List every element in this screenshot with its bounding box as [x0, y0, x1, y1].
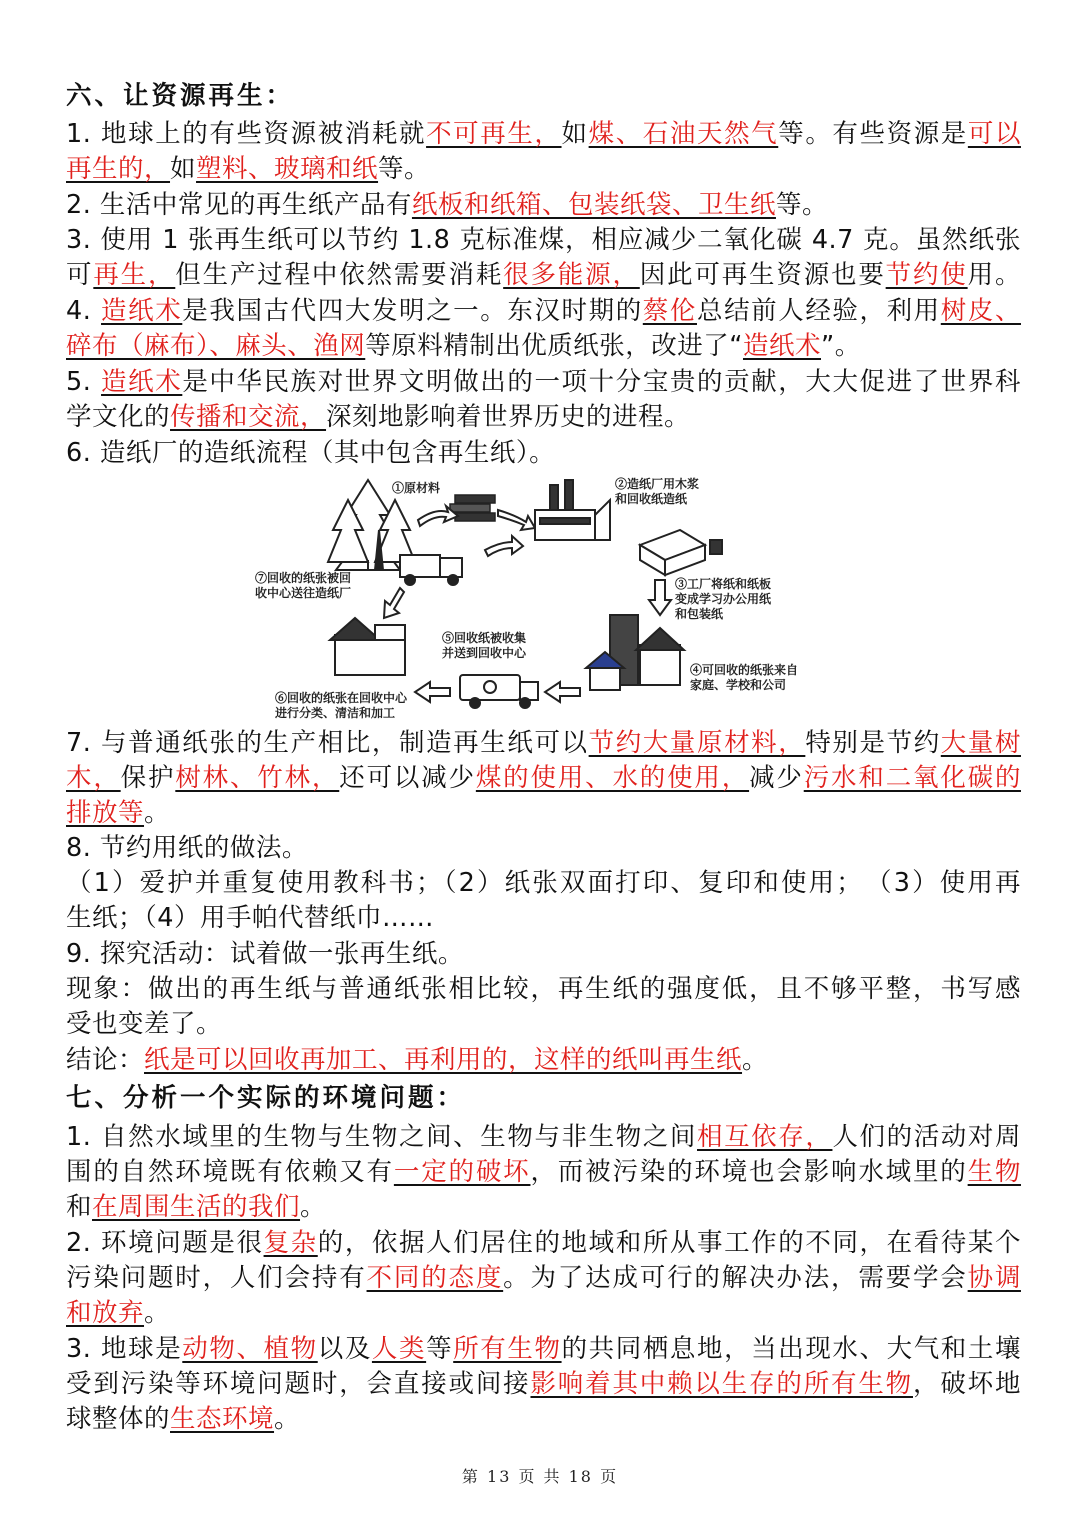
text: 围的自然环境既有依赖又有	[66, 1157, 394, 1187]
text: 。	[274, 1404, 301, 1434]
text: 受到污染等环境问题时，会直接或间接	[66, 1369, 531, 1399]
s6-p8-line3: 生纸；（4）用手帕代替纸巾……	[66, 903, 434, 933]
answer: 生物	[967, 1157, 1021, 1187]
text: 可	[66, 260, 94, 290]
text: 4.	[66, 296, 102, 326]
s6-p9-line2: 现象：做出的再生纸与普通纸张相比较，再生纸的强度低，且不够平整，书写感	[66, 974, 1021, 1004]
houses-icon	[586, 615, 684, 690]
truck-icon	[400, 555, 462, 585]
text: 是中华民族对世界文明做出的一项十分宝贵的贡献，大大促进了世界科	[182, 367, 1021, 397]
step3-label-a: ③工厂将纸和纸板	[675, 577, 772, 591]
answer: 一定的破坏	[393, 1157, 531, 1187]
text: 。	[144, 1298, 171, 1328]
text: 总结前人经验，利用	[696, 296, 941, 326]
text: 以及	[317, 1334, 372, 1364]
s6-p2	[66, 188, 1021, 223]
answer: 不可再生，	[426, 119, 562, 149]
text: 。	[144, 798, 171, 828]
text: ，而被污染的环境也会影响水域里的	[530, 1157, 968, 1187]
answer: 污水和二氧化碳的	[803, 763, 1021, 793]
recycling-center-icon	[330, 618, 405, 675]
text: 还可以减少	[339, 763, 476, 793]
section-7-heading: 七、分析一个实际的环境问题：	[66, 1083, 466, 1113]
step2-label-a: ②造纸厂用木浆	[615, 477, 700, 491]
answer: 可以	[967, 119, 1021, 149]
s7-p2-line3	[66, 1296, 1021, 1331]
s7-p1-line1	[66, 1120, 1021, 1155]
text: ，破坏地	[913, 1369, 1021, 1399]
answer: 碎布（麻布）、麻头、渔网	[66, 331, 366, 361]
text: 的，依据人们居住的地域和所从事工作的不同，在看待某个	[317, 1228, 1021, 1258]
s6-p6: 6. 造纸厂的造纸流程（其中包含再生纸）。	[66, 438, 556, 468]
text: 保护	[120, 763, 176, 793]
answer: 煤的使用、水的使用，	[475, 763, 750, 793]
text: 用。	[967, 260, 1021, 290]
step5-label-a: ⑤回收纸被收集	[442, 631, 527, 645]
text: 是我国古代四大发明之一。东汉时期的	[182, 296, 643, 326]
step7-label-b: 收中心送往造纸厂	[255, 586, 352, 600]
s6-p1-line2	[66, 152, 1021, 187]
s6-p4-line1	[66, 294, 1021, 329]
text: 2. 生活中常见的再生纸产品有	[66, 190, 412, 220]
s6-p9-line1: 9. 探究活动：试着做一张再生纸。	[66, 939, 464, 969]
s7-p3-line1	[66, 1332, 1021, 1367]
text: 。	[300, 1192, 327, 1222]
text: 如	[170, 154, 197, 184]
text: 球整体的	[66, 1404, 171, 1434]
answer: 蔡伦	[642, 296, 697, 326]
section-6-heading: 六、让资源再生：	[66, 81, 295, 111]
step5-label-b: 并送到回收中心	[442, 646, 527, 660]
s6-p5-line1	[66, 365, 1021, 400]
step3-label-b: 变成学习办公用纸	[675, 592, 772, 606]
s6-p5-line2	[66, 400, 1021, 435]
s6-p7-line3	[66, 796, 1021, 831]
answer: 相互依存，	[697, 1122, 833, 1152]
answer: 树林、竹林，	[175, 763, 340, 793]
answer: 节约使	[885, 260, 968, 290]
text: 等。	[378, 154, 431, 184]
answer: 再生，	[93, 260, 176, 290]
text: 1. 地球上的有些资源被消耗就	[66, 119, 427, 149]
s6-p7-line1	[66, 726, 1021, 761]
text: 如	[561, 119, 589, 149]
answer: 大量树	[940, 728, 1021, 758]
s6-p8-line1: 8. 节约用纸的做法。	[66, 833, 308, 863]
answer: 在周围生活的我们	[92, 1192, 301, 1222]
answer: 造纸术	[742, 331, 821, 361]
s6-p3-line1: 3. 使用 1 张再生纸可以节约 1.8 克标准煤，相应减少二氧化碳 4.7 克。虽然纸张	[66, 225, 1021, 255]
step3-label-c: 和包装纸	[675, 607, 724, 621]
answer: 不同的态度	[366, 1263, 504, 1293]
step2-label-b: 和回收纸造纸	[615, 492, 688, 506]
answer: 排放等	[66, 798, 145, 828]
answer: 和放弃	[66, 1298, 145, 1328]
recycle-truck-icon	[460, 675, 538, 708]
s7-p1-line2	[66, 1155, 1021, 1190]
answer: 节约大量原材料，	[588, 728, 806, 758]
step4-label-a: ④可回收的纸张来自	[690, 663, 799, 677]
text: 5.	[66, 367, 102, 397]
text: 7. 与普通纸张的生产相比，制造再生纸可以	[66, 728, 589, 758]
answer: 塑料、玻璃和纸	[196, 154, 379, 184]
s7-p3-line3	[66, 1402, 1021, 1437]
text: 3. 地球是	[66, 1334, 183, 1364]
text: 1. 自然水域里的生物与生物之间、生物与非生物之间	[66, 1122, 697, 1152]
text: 因此可再生资源也要	[639, 260, 886, 290]
answer: 木，	[66, 763, 121, 793]
text: 等。	[775, 190, 828, 220]
s7-p2-line1	[66, 1226, 1021, 1261]
step4-label-b: 家庭、学校和公司	[690, 678, 787, 692]
answer: 动物、植物	[182, 1334, 318, 1364]
answer: 复杂	[263, 1228, 318, 1258]
text: 等	[426, 1334, 454, 1364]
step6-label-a: ⑥回收的纸张在回收中心	[275, 691, 408, 705]
text: 的共同栖息地，当出现水、大气和土壤	[561, 1334, 1021, 1364]
answer: 纸是可以回收再加工、再利用的，这样的纸叫再生纸	[144, 1045, 743, 1075]
step7-label-a: ⑦回收的纸张被回	[255, 571, 352, 585]
s7-p2-line2	[66, 1261, 1021, 1296]
text: 等原料精制出优质纸张，改进了“	[365, 331, 743, 361]
s6-p1-line1	[66, 117, 1021, 152]
text: 减少	[749, 763, 804, 793]
answer: 传播和交流，	[170, 402, 327, 432]
text: 特别是节约	[805, 728, 941, 758]
s7-p3-line2	[66, 1367, 1021, 1402]
answer: 很多能源，	[503, 260, 640, 290]
text: 和	[66, 1192, 93, 1222]
s6-p7-line2	[66, 761, 1021, 796]
factory-icon	[535, 480, 610, 540]
answer: 协调	[967, 1263, 1021, 1293]
text: 等。有些资源是	[778, 119, 968, 149]
answer: 造纸术	[101, 367, 183, 397]
text: 。	[742, 1045, 769, 1075]
s6-p9-line3: 受也变差了。	[66, 1009, 223, 1039]
answer: 树皮、	[940, 296, 1021, 326]
answer: 影响着其中赖以生存的所有生物	[530, 1369, 913, 1399]
text: 结论：	[66, 1045, 145, 1075]
text: ”。	[821, 331, 861, 361]
s6-p3-line2	[66, 258, 1021, 293]
papermaking-flow-diagram	[250, 470, 840, 725]
text: 但生产过程中依然需要消耗	[175, 260, 504, 290]
text: 学文化的	[66, 402, 171, 432]
answer: 再生的，	[66, 154, 171, 184]
step6-label-b: 进行分类、清洁和加工	[275, 706, 396, 720]
text: 2. 环境问题是很	[66, 1228, 264, 1258]
answer: 煤、石油天然气	[588, 119, 779, 149]
paper-products-icon	[640, 530, 722, 575]
text: 深刻地影响着世界历史的进程。	[326, 402, 691, 432]
text: 。为了达成可行的解决办法，需要学会	[503, 1263, 968, 1293]
s6-p9-line4	[66, 1043, 1021, 1078]
s6-p4-line2	[66, 329, 1021, 364]
text: 污染问题时，人们会持有	[66, 1263, 367, 1293]
answer: 纸板和纸箱、包装纸袋、卫生纸	[411, 190, 776, 220]
answer: 人类	[371, 1334, 427, 1364]
answer: 生态环境	[170, 1404, 275, 1434]
step1-label: ①原材料	[392, 481, 441, 495]
answer: 造纸术	[101, 296, 183, 326]
page-footer: 第 13 页 共 18 页	[461, 1467, 619, 1486]
s6-p8-line2: （1）爱护并重复使用教科书；（2）纸张双面打印、复印和使用； （3）使用再	[66, 868, 1021, 898]
answer: 所有生物	[453, 1334, 562, 1364]
s7-p1-line3	[66, 1190, 1021, 1225]
text: 人们的活动对周	[832, 1122, 1021, 1152]
